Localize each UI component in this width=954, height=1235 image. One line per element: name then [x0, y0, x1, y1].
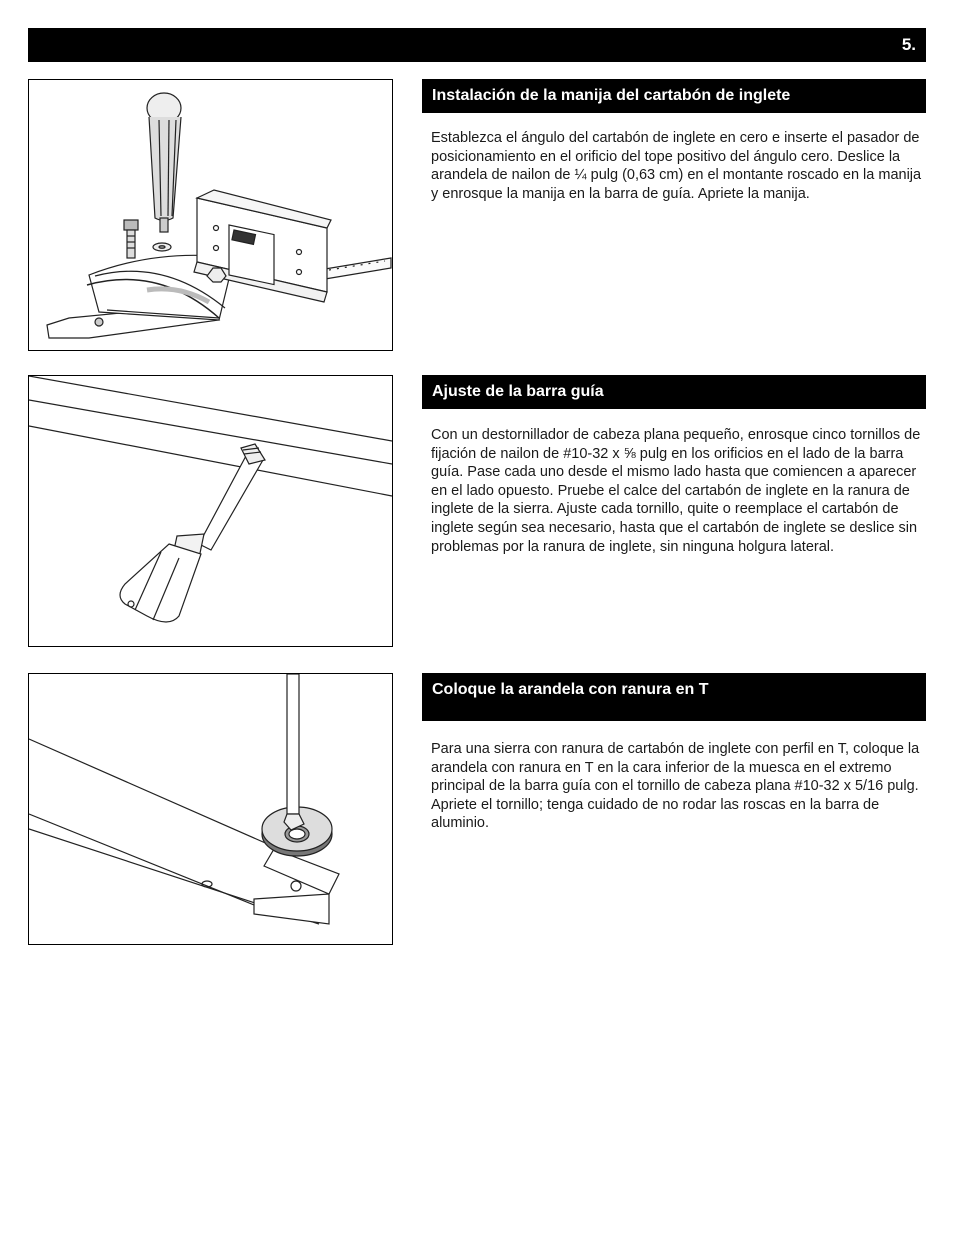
- miter-gauge-handle-illustration: [29, 80, 392, 350]
- page-number: 5.: [901, 35, 916, 54]
- figure-screwdriver-guide-bar: [28, 375, 393, 647]
- section-header-manija: Instalación de la manija del cartabón de inglete: [422, 79, 926, 113]
- section-body-barra-guia: [431, 426, 926, 556]
- paragraph: Para una sierra con ranura de cartabón de inglete con perfil en T, coloque la arandela con ranura en T en la cara inferior de la muesca en el extremo principal de la barra guía con el tornillo de cabeza plana #10-32 x 5/16 pulg. Apriete el tornillo; tenga cuidado de no rodar las roscas en la barra de aluminio.: [431, 741, 920, 832]
- section-header-barra-guia: Ajuste de la barra guía: [422, 375, 926, 409]
- section-body-manija: [431, 129, 926, 203]
- page-header-bar: [28, 28, 926, 62]
- screwdriver-guide-bar-illustration: [29, 376, 392, 646]
- t-slot-washer-illustration: [29, 674, 392, 944]
- paragraph: Con un destornillador de cabeza plana pequeño, enrosque cinco tornillos de fijación de nailon de #10-32 x ⅝ pulg en los orificios en el lado de la barra guía. Pase cada uno desde el mismo lado hasta que comiencen a aparecer en el lado opuesto. Pruebe el calce del cartabón de inglete en la ranura de inglete de la sierra. Ajuste cada tornillo, quite o reemplace el cartabón de inglete según sea necesario, hasta que el cartabón de inglete se deslice sin problemas por la ranura de inglete, sin ninguna holgura lateral.: [431, 427, 921, 555]
- paragraph: Establezca el ángulo del cartabón de inglete en cero e inserte el pasador de posicionamiento en el orificio del tope positivo del ángulo cero. Deslice la arandela de nailon de ¼ pulg (0,63 cm) en el montante roscado en la manija y enrosque la manija en la barra de guía. Apriete la manija.: [431, 130, 922, 202]
- section-body-arandela: [431, 740, 926, 833]
- figure-miter-gauge-handle: [28, 79, 393, 351]
- figure-t-slot-washer: [28, 673, 393, 945]
- section-header-arandela: Coloque la arandela con ranura en T: [422, 673, 926, 721]
